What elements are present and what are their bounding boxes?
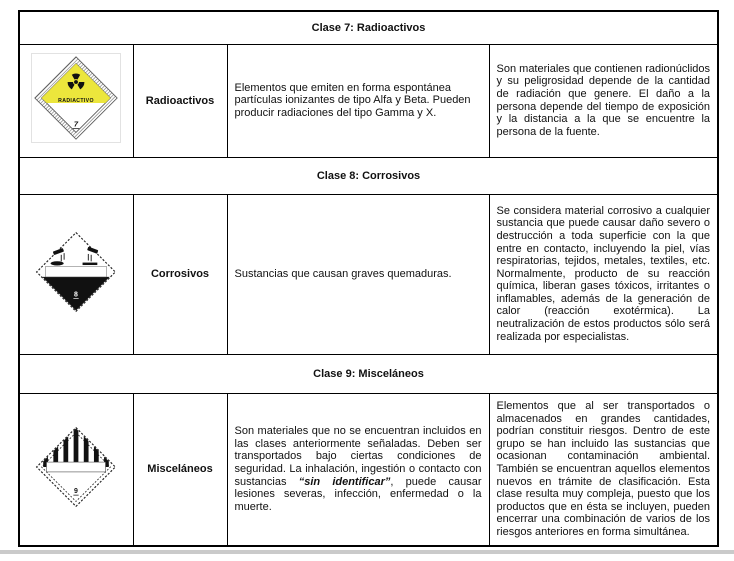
placard-cell xyxy=(19,44,133,157)
class-description xyxy=(227,194,489,354)
section-body-row xyxy=(19,393,718,546)
section-body-row xyxy=(19,44,718,157)
class-name: Misceláneos xyxy=(133,393,227,546)
placard-label: RADIACTIVO xyxy=(58,98,95,105)
emphasized-text: “sin identificar” xyxy=(298,475,391,488)
class-description xyxy=(227,44,489,157)
description-text: Son materiales que no se encuentran incluidos en las clases anteriormente señaladas. Deben ser transportados bajo ciertas condiciones de seguridad. La inhalación, ingestión o contacto con sustancias xyxy=(234,425,482,488)
hazard-classes-table xyxy=(18,10,719,547)
placard-class-number: 8 xyxy=(74,291,79,299)
placard-class-number: 9 xyxy=(74,487,79,495)
section-header-row xyxy=(19,157,718,194)
description-text: , puede causar lesiones severas, infección, enfermedad o la muerte. xyxy=(234,475,482,513)
description-text: Sustancias que causan graves quemaduras. xyxy=(234,267,452,280)
class-details: Se considera material corrosivo a cualquier sustancia que puede causar daño severo o destrucción a toda superficie con la que entre en contacto, incluyendo la piel, vías respiratorias, tejidos, metales, textiles, etc. Normalmente, producto de su reacción química, liberan gases tóxicos, irritantes o inflamables, además de la generación de calor (reacción exotérmica). La neutralización de estos productos sólo será realizada por especialistas. xyxy=(489,194,718,354)
class-details: Elementos que al ser transportados o almacenados en grandes cantidades, podrían constituir riesgos. Dentro de este grupo se han incluido las sustancias que ocasionan contaminación ambiental. También se encuentran aquellos elementos nuevos en trámite de clasificación. Esta clase resulta muy compleja, puesto que los productos que en ésta se incluyen, pueden encerrar una combinación de varios de los riesgos anteriores en forma simultánea. xyxy=(489,393,718,546)
placard-cell xyxy=(19,194,133,354)
description-text: Elementos que emiten en forma espontánea partículas ionizantes de tipo Alfa y Beta. Pueden producir radiaciones del tipo Gamma y X. xyxy=(234,81,471,119)
section-header-clase-7: Clase 7: Radioactivos xyxy=(19,11,718,44)
radioactive-placard-icon xyxy=(31,53,121,143)
placard-class-number: 7 xyxy=(74,119,79,129)
class-details: Son materiales que contienen radionúclidos y su peligrosidad depende de la cantidad de radiación que genere. El daño a la persona depende del tiempo de exposición y la distancia a la que se encuentre la persona de la fuente. xyxy=(489,44,718,157)
page-bottom-edge xyxy=(0,550,734,554)
section-header-row xyxy=(19,354,718,393)
section-header-row xyxy=(19,11,718,44)
class-description xyxy=(227,393,489,546)
placard-cell xyxy=(19,393,133,546)
class-name: Radioactivos xyxy=(133,44,227,157)
corrosive-placard-icon xyxy=(35,231,117,313)
class-name: Corrosivos xyxy=(133,194,227,354)
section-body-row xyxy=(19,194,718,354)
section-header-clase-9: Clase 9: Misceláneos xyxy=(19,354,718,393)
section-header-clase-8: Clase 8: Corrosivos xyxy=(19,157,718,194)
miscellaneous-placard-icon xyxy=(35,426,117,508)
